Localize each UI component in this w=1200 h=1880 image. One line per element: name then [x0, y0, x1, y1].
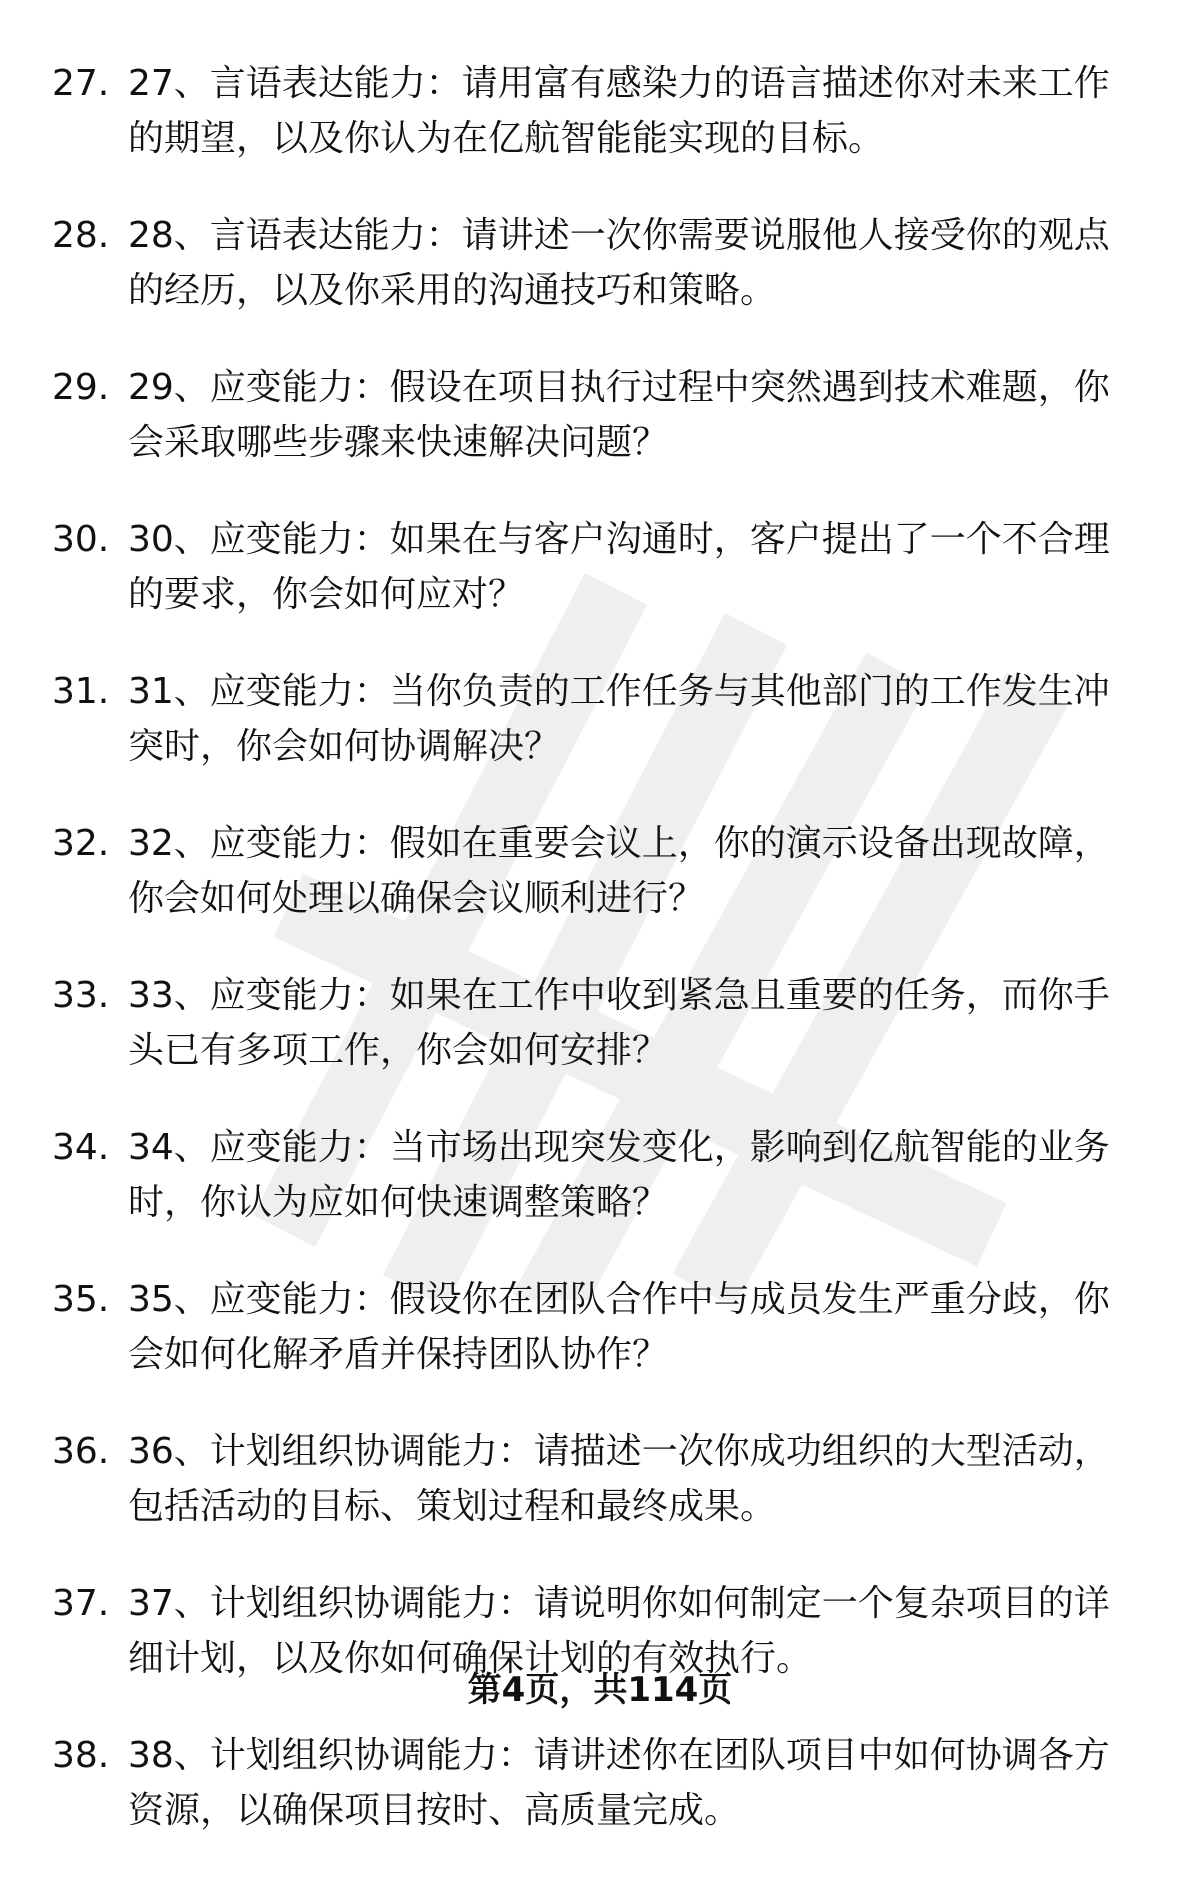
- item-text: 34、应变能力：当市场出现突发变化，影响到亿航智能的业务时，你认为应如何快速调整策略？: [128, 1127, 1110, 1223]
- list-item: [52, 816, 1142, 926]
- item-number: 29.: [52, 367, 110, 408]
- item-text: 37、计划组织协调能力：请说明你如何制定一个复杂项目的详细计划，以及你如何确保计划的有效执行。: [128, 1583, 1110, 1679]
- item-number: 32.: [52, 823, 110, 864]
- list-item: [52, 1728, 1142, 1838]
- item-number: 28.: [52, 215, 110, 256]
- item-text: 29、应变能力：假设在项目执行过程中突然遇到技术难题，你会采取哪些步骤来快速解决问题？: [128, 367, 1110, 463]
- list-item: [52, 1424, 1142, 1534]
- item-number: 37.: [52, 1583, 110, 1624]
- question-list: [52, 56, 1142, 1880]
- list-item: [52, 512, 1142, 622]
- item-number: 30.: [52, 519, 110, 560]
- item-number: 35.: [52, 1279, 110, 1320]
- item-text: 38、计划组织协调能力：请讲述你在团队项目中如何协调各方资源，以确保项目按时、高质量完成。: [128, 1735, 1110, 1831]
- list-item: [52, 1272, 1142, 1382]
- list-item: [52, 968, 1142, 1078]
- item-text: 27、言语表达能力：请用富有感染力的语言描述你对未来工作的期望，以及你认为在亿航智能能实现的目标。: [128, 63, 1110, 159]
- item-text: 32、应变能力：假如在重要会议上，你的演示设备出现故障，你会如何处理以确保会议顺利进行？: [128, 823, 1110, 919]
- item-number: 27.: [52, 63, 110, 104]
- item-text: 31、应变能力：当你负责的工作任务与其他部门的工作发生冲突时，你会如何协调解决？: [128, 671, 1110, 767]
- list-item: [52, 1120, 1142, 1230]
- list-item: [52, 56, 1142, 166]
- list-item: [52, 360, 1142, 470]
- list-item: [52, 664, 1142, 774]
- item-number: 38.: [52, 1735, 110, 1776]
- item-number: 36.: [52, 1431, 110, 1472]
- item-text: 30、应变能力：如果在与客户沟通时，客户提出了一个不合理的要求，你会如何应对？: [128, 519, 1110, 615]
- item-text: 35、应变能力：假设你在团队合作中与成员发生严重分歧，你会如何化解矛盾并保持团队协作？: [128, 1279, 1110, 1375]
- item-number: 31.: [52, 671, 110, 712]
- list-item: [52, 208, 1142, 318]
- item-text: 36、计划组织协调能力：请描述一次你成功组织的大型活动，包括活动的目标、策划过程和最终成果。: [128, 1431, 1110, 1527]
- item-text: 33、应变能力：如果在工作中收到紧急且重要的任务，而你手头已有多项工作，你会如何安排？: [128, 975, 1110, 1071]
- item-number: 33.: [52, 975, 110, 1016]
- item-text: 28、言语表达能力：请讲述一次你需要说服他人接受你的观点的经历，以及你采用的沟通技巧和策略。: [128, 215, 1110, 311]
- item-number: 34.: [52, 1127, 110, 1168]
- page-number: 第4页，共114页: [467, 1670, 733, 1710]
